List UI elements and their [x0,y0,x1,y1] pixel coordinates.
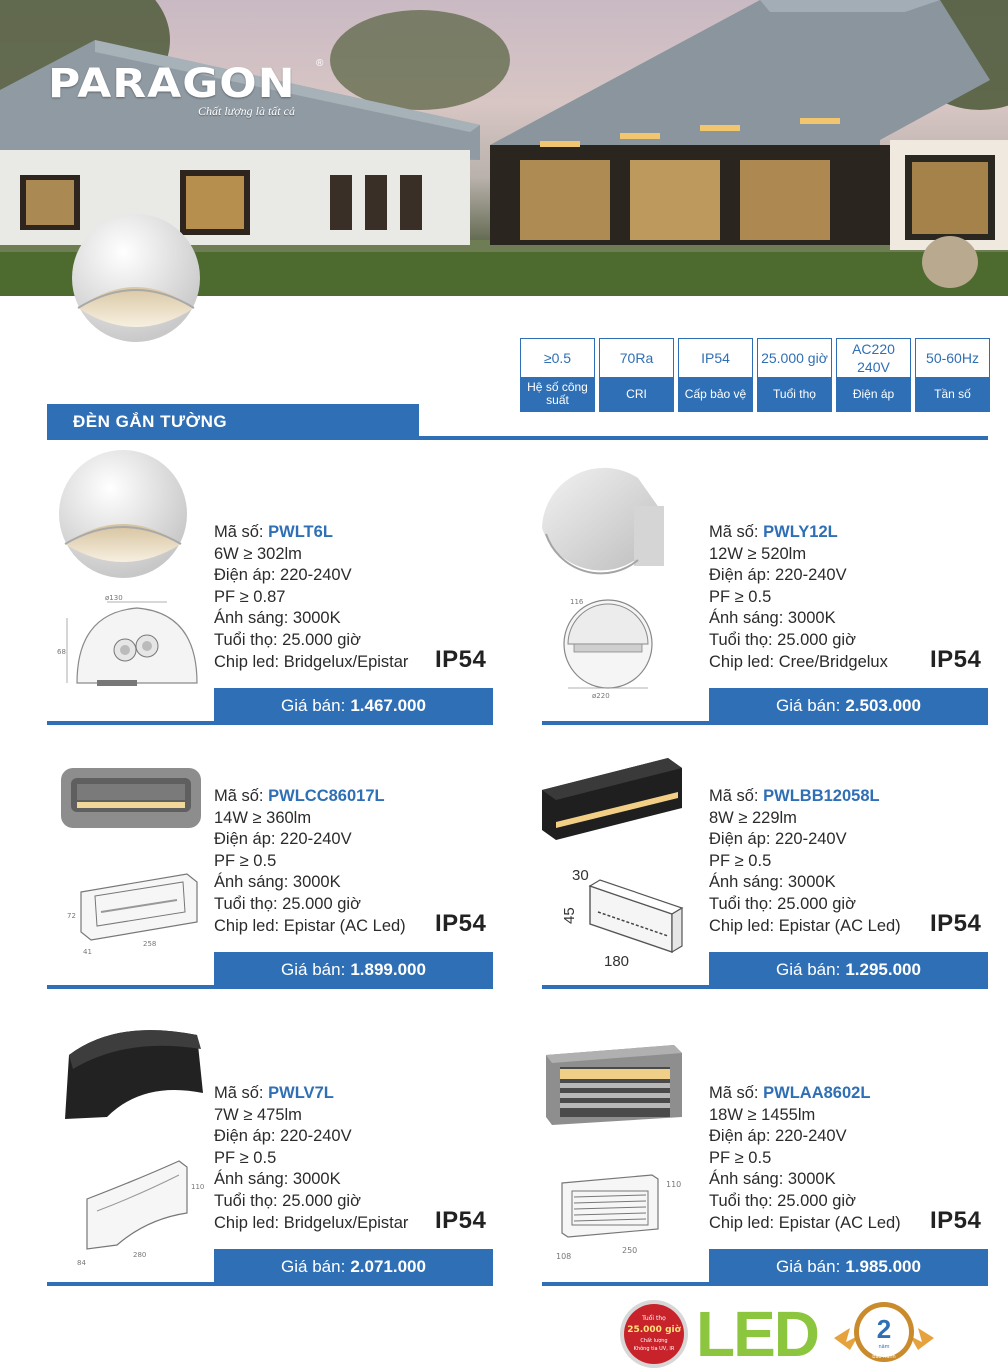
product-light: Ánh sáng: 3000K [214,1170,341,1189]
spec-value: 50-60Hz [926,350,979,366]
spec-label: Điện áp [837,377,910,411]
code-label: Mã số: [214,1084,264,1102]
price-label: Giá bán: [281,959,346,979]
dimension-label: 180 [604,953,630,970]
product-pf: PF ≥ 0.5 [214,1148,277,1167]
spec-value: ≥0.5 [543,350,572,366]
product-light: Ánh sáng: 3000K [709,609,836,628]
badge-line: Không tia UV, IR [633,1346,675,1352]
price-bar [709,952,988,987]
price-bar [214,1249,493,1284]
product-card-pwlbb12058l [542,712,988,992]
product-card-pwlv7l [47,1009,493,1289]
ip-rating: IP54 [930,1207,982,1234]
section-title: ĐÈN GẮN TƯỜNG [47,404,419,440]
price-bar [214,952,493,987]
code-label: Mã số: [709,523,759,541]
technical-drawing [47,852,215,972]
registered-mark: ® [316,58,324,69]
badge-line: Chất lượng [640,1338,668,1344]
price-bar [709,1249,988,1284]
spec-power-factor [520,338,595,412]
price-value: 1.467.000 [350,695,426,715]
spec-lifetime [757,338,832,412]
product-chip: Chip led: Epistar (AC Led) [709,1213,901,1232]
price-value: 2.071.000 [350,1256,426,1276]
product-power: 12W ≥ 520lm [709,544,807,563]
product-light: Ánh sáng: 3000K [214,609,341,628]
technical-drawing [47,588,215,708]
product-pf: PF ≥ 0.5 [214,851,277,870]
price-label: Giá bán: [281,1256,346,1276]
price-value: 1.985.000 [845,1256,921,1276]
price-value: 1.295.000 [845,959,921,979]
dimension-label: 110 [191,1183,205,1191]
hero-lamp-image [56,212,216,344]
product-card-pwlcc86017l [47,712,493,992]
product-power: 6W ≥ 302lm [214,544,302,563]
dimension-label: 45 [561,907,578,924]
price-label: Giá bán: [776,959,841,979]
product-code: PWLAA8602L [763,1084,871,1102]
ip-rating: IP54 [435,910,487,937]
product-voltage: Điện áp: 220-240V [709,830,847,849]
badge-line: Tuổi thọ [642,1315,666,1322]
code-label: Mã số: [214,523,264,541]
product-power: 14W ≥ 360lm [214,808,312,827]
badge-line: 25.000 giờ [627,1325,681,1335]
price-label: Giá bán: [776,1256,841,1276]
product-voltage: Điện áp: 220-240V [709,566,847,585]
product-code-line [214,522,408,544]
price-label: Giá bán: [281,695,346,715]
product-chip: Chip led: Epistar (AC Led) [709,916,901,935]
technical-drawing [542,852,710,972]
product-light: Ánh sáng: 3000K [709,873,836,892]
dimension-label: 110 [666,1180,682,1189]
warranty-years-badge [828,1298,940,1368]
product-info [709,786,901,937]
product-power: 7W ≥ 475lm [214,1105,302,1124]
spec-protection [678,338,753,412]
dimension-label: 30 [572,867,589,884]
product-photo [542,448,710,588]
spec-label: Tần số [916,377,989,411]
code-label: Mã số: [709,1084,759,1102]
dimension-label: ø130 [105,594,123,602]
product-card-pwlt6l [47,448,493,728]
product-voltage: Điện áp: 220-240V [214,566,352,585]
product-chip: Chip led: Bridgelux/Epistar [214,652,409,671]
product-code-line [709,522,888,544]
ip-rating: IP54 [435,646,487,673]
dimension-label: 84 [77,1259,86,1267]
product-pf: PF ≥ 0.87 [214,587,286,606]
price-value: 2.503.000 [845,695,921,715]
product-info [214,522,408,673]
technical-drawing [542,1149,710,1269]
product-life: Tuổi thọ: 25.000 giờ [214,1191,361,1210]
ip-rating: IP54 [435,1207,487,1234]
price-value: 1.899.000 [350,959,426,979]
product-voltage: Điện áp: 220-240V [214,1127,352,1146]
dimension-label: 258 [143,940,157,948]
brand-slogan: Chất lượng là tất cả [198,104,295,118]
product-life: Tuổi thọ: 25.000 giờ [709,630,856,649]
product-voltage: Điện áp: 220-240V [709,1127,847,1146]
spec-value: 70Ra [619,350,654,366]
spec-value: IP54 [701,350,730,366]
dimension-label: 108 [556,1252,572,1261]
brand-logo: PARAGON [48,60,296,107]
spec-cri [599,338,674,412]
product-pf: PF ≥ 0.5 [709,851,772,870]
led-logo [694,1296,824,1366]
dimension-label: 68 [57,648,66,656]
led-text: LED [696,1298,818,1366]
product-light: Ánh sáng: 3000K [214,873,341,892]
dimension-label: 280 [133,1251,147,1259]
product-life: Tuổi thọ: 25.000 giờ [214,630,361,649]
product-voltage: Điện áp: 220-240V [214,830,352,849]
spec-voltage [836,338,911,412]
product-code-line [214,786,406,808]
price-label: Giá bán: [776,695,841,715]
spec-value: AC220 240V [852,341,895,375]
dimension-label: 116 [570,598,584,606]
years-number: 2 [876,1314,892,1344]
product-code-line [709,786,901,808]
spec-label: Cấp bảo vệ [679,377,752,411]
product-code: PWLT6L [268,523,333,541]
product-code-line [709,1083,901,1105]
product-light: Ánh sáng: 3000K [709,1170,836,1189]
dimension-label: ø220 [592,692,610,700]
code-label: Mã số: [214,787,264,805]
product-code: PWLV7L [268,1084,334,1102]
spec-frequency [915,338,990,412]
product-chip: Chip led: Cree/Bridgelux [709,652,888,671]
ip-rating: IP54 [930,646,982,673]
product-code: PWLY12L [763,523,838,541]
product-info [709,522,888,673]
product-life: Tuổi thọ: 25.000 giờ [214,894,361,913]
product-info [214,786,406,937]
product-power: 8W ≥ 229lm [709,808,797,827]
product-life: Tuổi thọ: 25.000 giờ [709,1191,856,1210]
product-card-pwlaa8602l [542,1009,988,1289]
dimension-label: 72 [67,912,76,920]
years-line: năm [878,1344,890,1350]
lifetime-badge [618,1298,690,1370]
product-chip: Chip led: Bridgelux/Epistar [214,1213,409,1232]
product-power: 18W ≥ 1455lm [709,1105,816,1124]
product-pf: PF ≥ 0.5 [709,1148,772,1167]
spec-label: Tuổi thọ [758,377,831,411]
spec-value: 25.000 giờ [761,350,828,366]
spec-boxes [520,338,990,412]
product-photo [542,1009,710,1149]
code-label: Mã số: [709,787,759,805]
product-info [709,1083,901,1234]
product-photo [47,1009,215,1149]
spec-label: CRI [600,377,673,411]
product-photo [47,448,215,588]
product-pf: PF ≥ 0.5 [709,587,772,606]
product-life: Tuổi thọ: 25.000 giờ [709,894,856,913]
years-line: bảo hành [872,1354,896,1360]
product-code-line [214,1083,408,1105]
dimension-label: 250 [622,1246,638,1255]
product-code: PWLCC86017L [268,787,385,805]
product-photo [47,712,215,852]
technical-drawing [47,1149,215,1269]
product-code: PWLBB12058L [763,787,880,805]
spec-label: Hệ số công suất [521,377,594,411]
product-info [214,1083,408,1234]
ip-rating: IP54 [930,910,982,937]
technical-drawing [542,588,710,708]
product-card-pwly12l [542,448,988,728]
product-photo [542,712,710,852]
product-chip: Chip led: Epistar (AC Led) [214,916,406,935]
dimension-label: 41 [83,948,92,956]
